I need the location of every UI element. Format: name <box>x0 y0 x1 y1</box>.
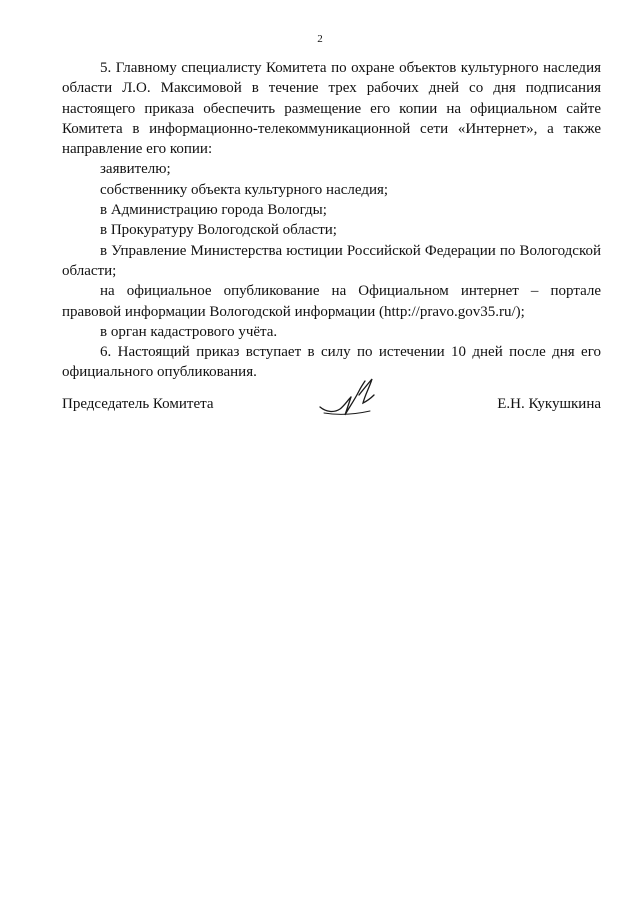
signature-block <box>62 373 601 433</box>
recipient-ministry-of-justice: в Управление Министерства юстиции Российской Федерации по Вологодской области; <box>62 242 601 279</box>
recipient-official-publication: на официальное опубликование на Официальном интернет – портале правовой информации Вологодской информации (http://pravo.gov35.ru/); <box>62 283 601 320</box>
signatory-position: Председатель Комитета <box>62 396 214 412</box>
recipient-cadastral-office: в орган кадастрового учёта. <box>100 323 278 340</box>
handwritten-signature <box>318 373 388 421</box>
page-number: 2 <box>317 33 323 45</box>
paragraph-6: 6. Настоящий приказ вступает в силу по истечении 10 дней после дня его официального опубликования. <box>62 344 601 381</box>
recipient-owner: собственнику объекта культурного наследия; <box>100 181 389 198</box>
document-body <box>62 58 601 383</box>
recipient-applicant: заявителю; <box>100 161 171 178</box>
signatory-name: Е.Н. Кукушкина <box>497 396 601 412</box>
recipient-city-administration: в Администрацию города Вологды; <box>100 202 327 219</box>
paragraph-5: 5. Главному специалисту Комитета по охране объектов культурного наследия области Л.О. Максимовой в течение трех рабочих дней со дня подписания настоящего приказа обеспечить размещение его копии на официальном сайте Комитета в информационно-телекоммуникационной сети «Интернет», а также направление его копии: <box>62 60 601 158</box>
recipient-prosecutor: в Прокуратуру Вологодской области; <box>100 222 337 239</box>
